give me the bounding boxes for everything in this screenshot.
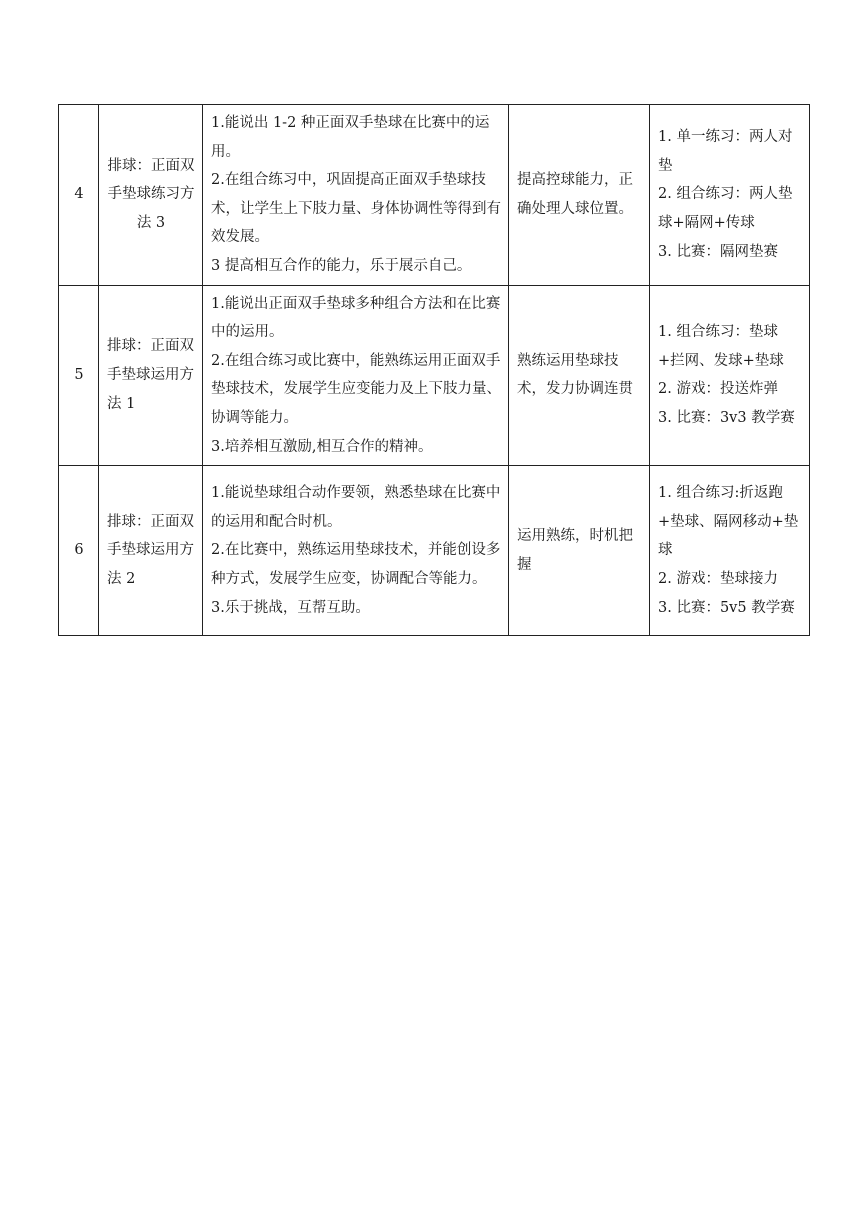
lesson-methods: [650, 466, 810, 636]
lesson-number: 6: [59, 466, 99, 636]
table-row: [59, 105, 810, 286]
goal-item: 2.在组合练习中，巩固提高正面双手垫球技术，让学生上下肢力量、身体协调性等得到有效发展。: [211, 172, 501, 246]
method-item: 2. 游戏：垫球接力: [658, 570, 778, 587]
lesson-number: 5: [59, 285, 99, 466]
lesson-topic: 排球：正面双手垫球运用方法 1: [99, 285, 203, 466]
goal-item: 3 提高相互合作的能力，乐于展示自己。: [211, 257, 472, 274]
method-item: 1. 组合练习:折返跑+垫球、隔网移动+垫球: [658, 485, 799, 559]
method-item: 1. 单一练习：两人对垫: [658, 129, 793, 174]
method-item: 3. 比赛：5v5 教学赛: [658, 599, 795, 616]
goal-item: 1.能说出正面双手垫球多种组合方法和在比赛中的运用。: [211, 295, 501, 341]
goal-item: 3.乐于挑战，互帮互助。: [211, 599, 370, 616]
goal-item: 1.能说垫球组合动作要领，熟悉垫球在比赛中的运用和配合时机。: [211, 485, 501, 530]
lesson-plan-table: [58, 104, 810, 636]
goal-item: 1.能说出 1-2 种正面双手垫球在比赛中的运用。: [211, 115, 490, 160]
method-item: 2. 组合练习：两人垫球+隔网+传球: [658, 186, 793, 232]
goal-item: 3.培养相互激励,相互合作的精神。: [211, 438, 433, 455]
table-row: [59, 285, 810, 466]
lesson-methods: [650, 105, 810, 286]
lesson-topic: 排球：正面双手垫球练习方法 3: [99, 105, 203, 286]
method-item: 2. 游戏：投送炸弹: [658, 381, 778, 398]
method-item: 1. 组合练习：垫球+拦网、发球+垫球: [658, 324, 784, 369]
lesson-goals: [203, 466, 509, 636]
table-row: [59, 466, 810, 636]
lesson-methods: [650, 285, 810, 466]
lesson-key-points: 运用熟练，时机把握: [509, 466, 650, 636]
lesson-goals: [203, 285, 509, 466]
goal-item: 2.在比赛中，熟练运用垫球技术，并能创设多种方式，发展学生应变，协调配合等能力。: [211, 542, 501, 587]
lesson-key-points: 提高控球能力，正确处理人球位置。: [509, 105, 650, 286]
lesson-topic: 排球：正面双手垫球运用方法 2: [99, 466, 203, 636]
lesson-number: 4: [59, 105, 99, 286]
method-item: 3. 比赛：3v3 教学赛: [658, 409, 795, 426]
lesson-key-points: 熟练运用垫球技术，发力协调连贯: [509, 285, 650, 466]
goal-item: 2.在组合练习或比赛中，能熟练运用正面双手垫球技术，发展学生应变能力及上下肢力量、协调等能力。: [211, 352, 501, 426]
method-item: 3. 比赛：隔网垫赛: [658, 243, 778, 260]
lesson-goals: [203, 105, 509, 286]
